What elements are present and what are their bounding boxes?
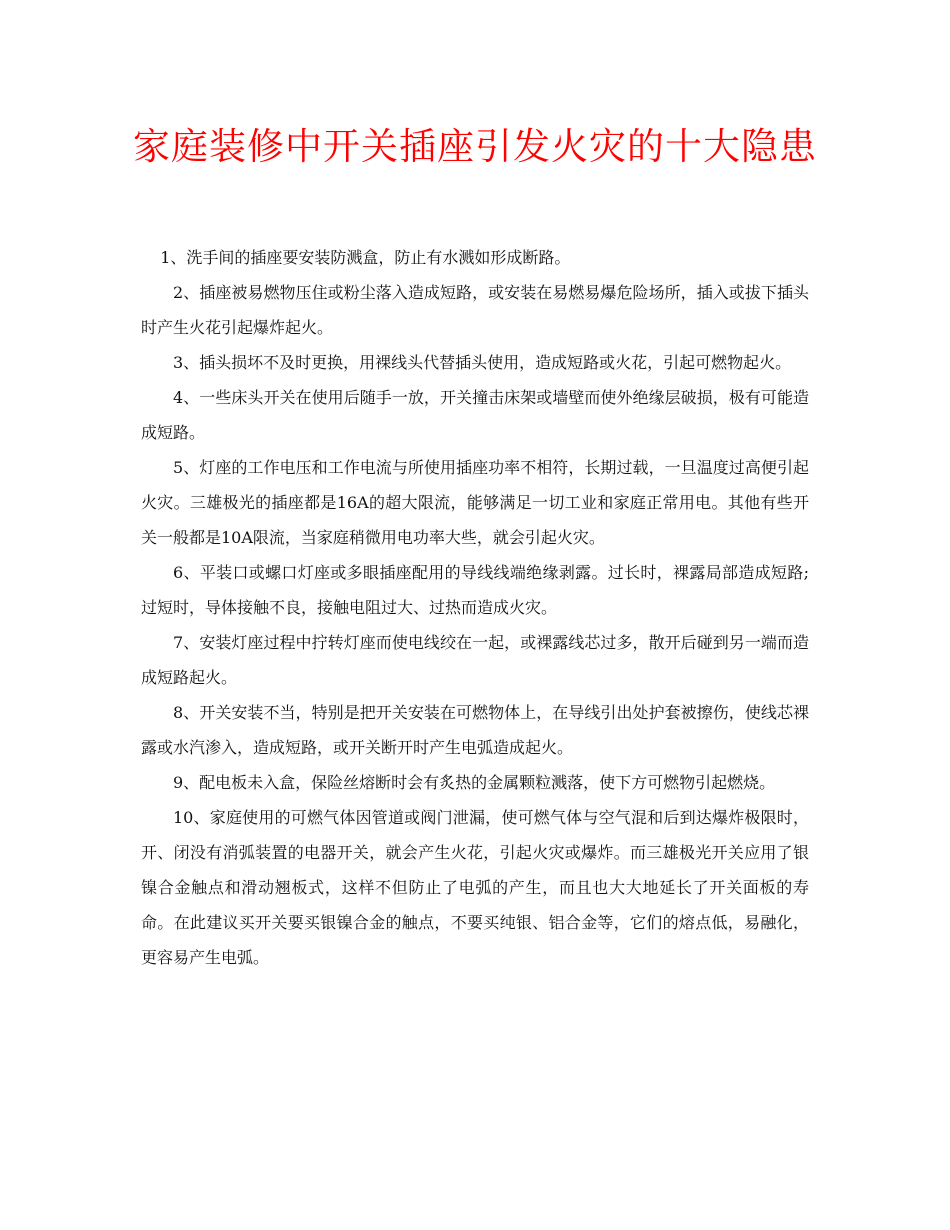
document-title: 家庭装修中开关插座引发火灾的十大隐患	[133, 125, 817, 168]
paragraph-9: 9、配电板未入盒，保险丝熔断时会有炙热的金属颗粒溅落，使下方可燃物引起燃烧。	[173, 773, 776, 792]
paragraph-7: 7、安装灯座过程中拧转灯座而使电线绞在一起，或裸露线芯过多，散开后碰到另一端而造成短路起火。	[141, 633, 809, 687]
paragraph-2: 2、插座被易燃物压住或粉尘落入造成短路，或安装在易燃易爆危险场所，插入或拔下插头时产生火花引起爆炸起火。	[141, 283, 809, 337]
paragraph-5: 5、灯座的工作电压和工作电流与所使用插座功率不相符，长期过载，一旦温度过高便引起火灾。三雄极光的插座都是16A的超大限流，能够满足一切工业和家庭正常用电。其他有些开关一般都是10A限流，当家庭稍微用电功率大些，就会引起火灾。	[141, 458, 809, 547]
paragraph-10: 10、家庭使用的可燃气体因管道或阀门泄漏，使可燃气体与空气混和后到达爆炸极限时，开、闭没有消弧装置的电器开关，就会产生火花，引起火灾或爆炸。而三雄极光开关应用了银镍合金触点和滑动翘板式，这样不但防止了电弧的产生，而且也大大地延长了开关面板的寿命。在此建议买开关要买银镍合金的触点，不要买纯银、铝合金等，它们的熔点低，易融化，更容易产生电弧。	[141, 808, 809, 967]
document-body	[141, 240, 809, 975]
paragraph-6: 6、平装口或螺口灯座或多眼插座配用的导线线端绝缘剥露。过长时，裸露局部造成短路;过短时，导体接触不良，接触电阻过大、过热而造成火灾。	[141, 563, 809, 617]
paragraph-1: 1、洗手间的插座要安装防溅盒，防止有水溅如形成断路。	[160, 248, 571, 267]
paragraph-4: 4、一些床头开关在使用后随手一放，开关撞击床架或墙壁而使外绝缘层破损，极有可能造成短路。	[141, 388, 809, 442]
paragraph-8: 8、开关安装不当，特别是把开关安装在可燃物体上，在导线引出处护套被擦伤，使线芯裸露或水汽渗入，造成短路，或开关断开时产生电弧造成起火。	[141, 703, 809, 757]
paragraph-3: 3、插头损坏不及时更换，用裸线头代替插头使用，造成短路或火花，引起可燃物起火。	[173, 353, 792, 372]
